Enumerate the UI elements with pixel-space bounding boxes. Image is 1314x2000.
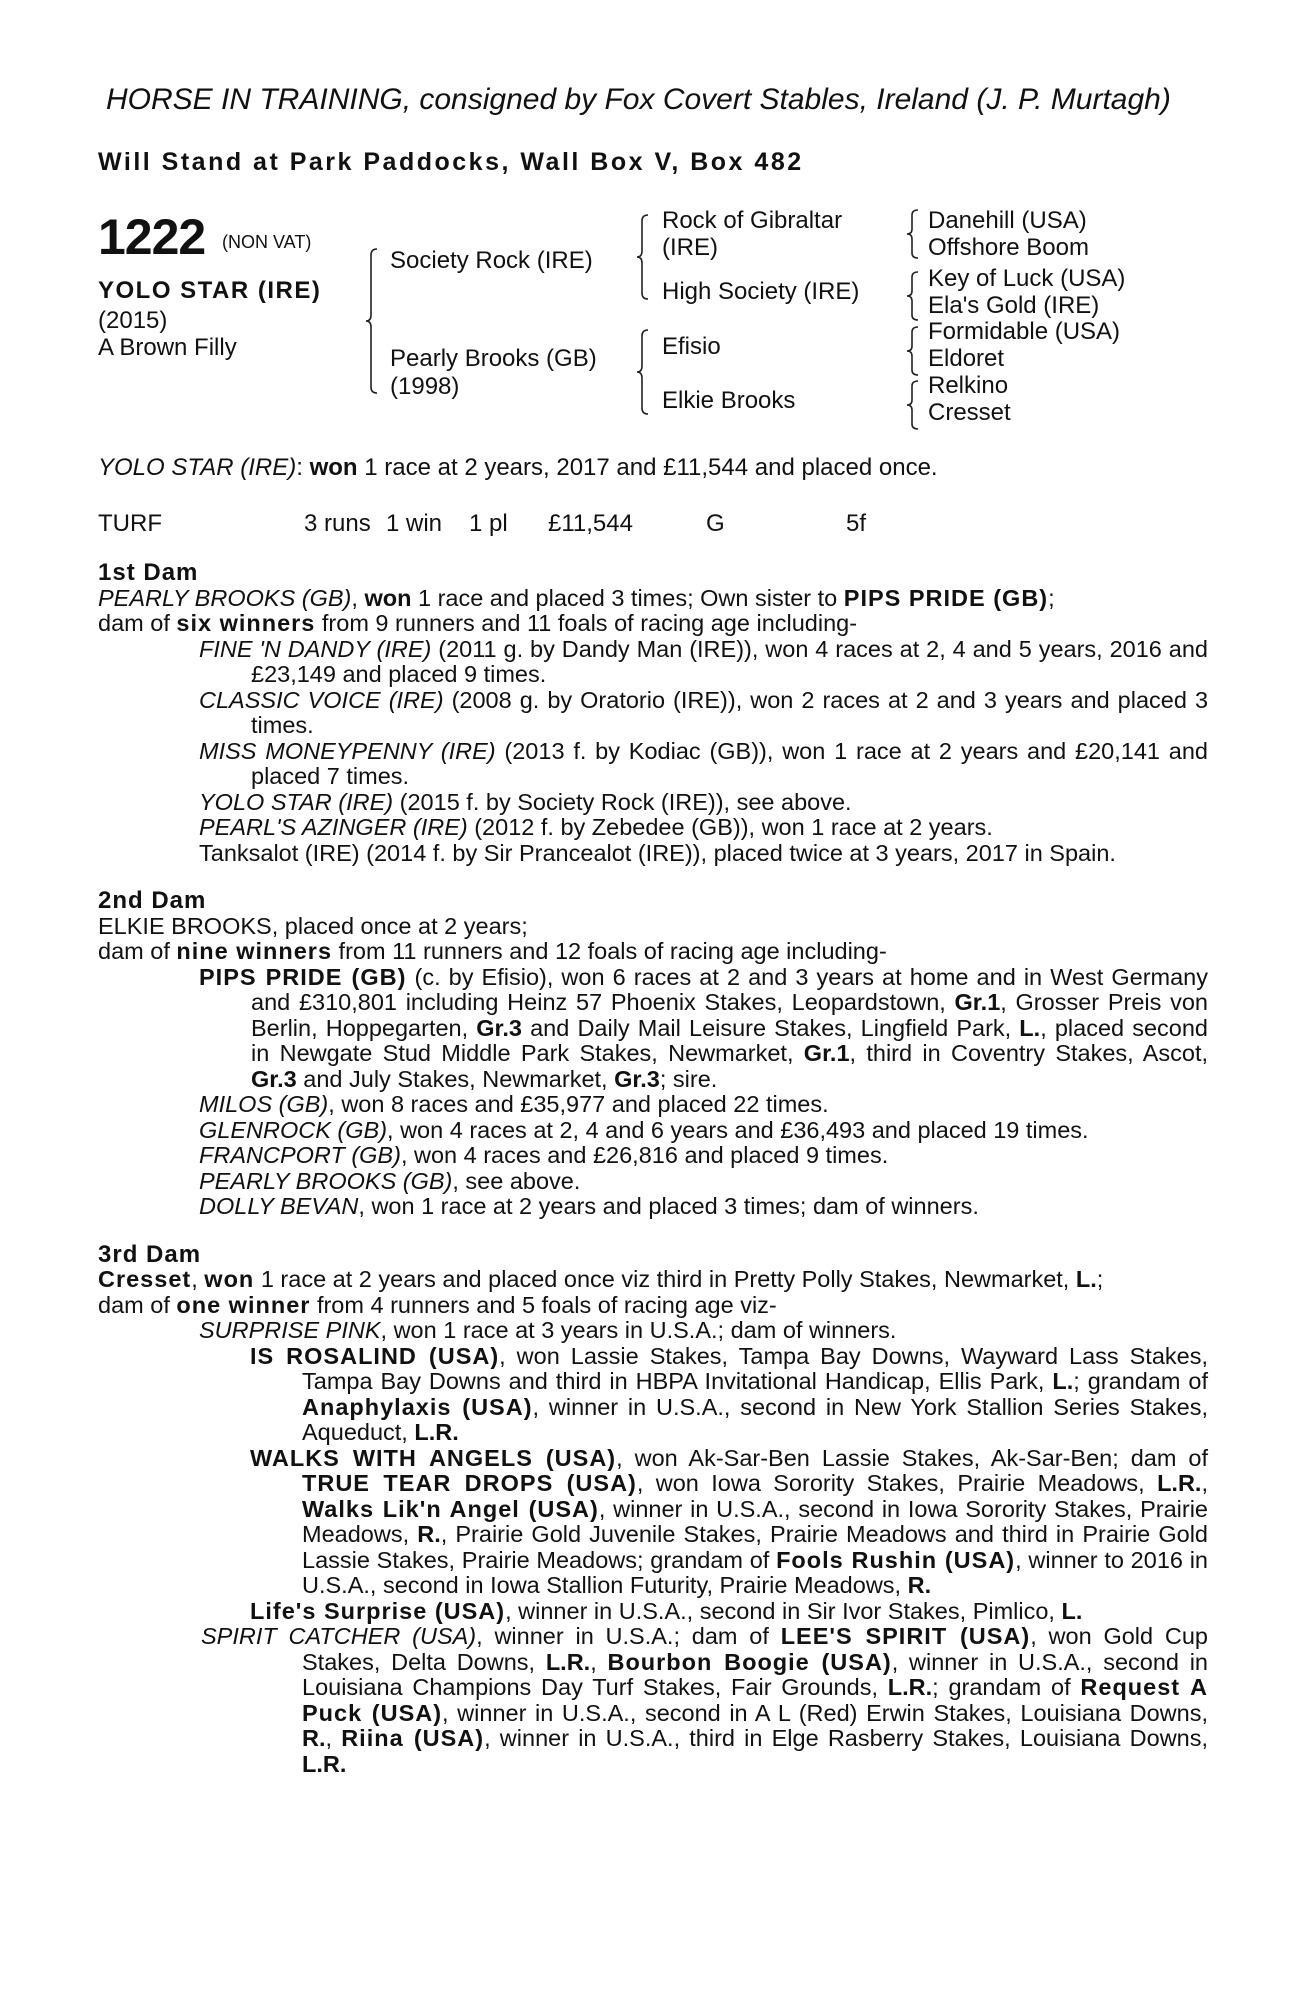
ggd-4: Cresset (928, 399, 1011, 426)
second-dam-line: ELKIE BROOKS, placed once at 2 years; (98, 912, 528, 939)
ggs-2: Key of Luck (USA) (928, 265, 1126, 292)
grandproduce-entry: Life's Surprise (USA), winner in U.S.A., second in Sir Ivor Stakes, Pimlico, L. (250, 1597, 1083, 1624)
pedigree-brace-main (365, 247, 379, 395)
ggd-1: Offshore Boom (928, 234, 1089, 261)
vat-status: (NON VAT) (222, 232, 312, 252)
produce-entry: DOLLY BEVAN, won 1 race at 2 years and placed 3 times; dam of winners. (199, 1193, 979, 1219)
third-dam-produce: dam of one winner from 4 runners and 5 foals of racing age viz- (98, 1291, 777, 1318)
produce-entry: GLENROCK (GB), won 4 races at 2, 4 and 6 years and £36,493 and placed 19 times. (199, 1116, 1089, 1143)
sire-dam: High Society (IRE) (662, 278, 860, 305)
second-dam-produce: dam of nine winners from 11 runners and 12 foals of racing age including- (98, 938, 887, 964)
first-dam-produce: dam of six winners from 9 runners and 11 foals of racing age including- (98, 610, 858, 636)
produce-entry: FINE 'N DANDY (IRE) (2011 g. by Dandy Man (IRE)), won 4 races at 2, 4 and 5 years, 2016 and £23,149 and placed 9 times. (199, 635, 1208, 687)
grandproduce-entry: IS ROSALIND (USA), won Lassie Stakes, Tampa Bay Downs, Wayward Lass Stakes, Tampa Bay Downs and third in HBPA Invitational Handicap, Ellis Park, L.; grandam of Anaphylaxis (USA), winner in U.S.A., second in New York Stallion Series Stakes, Aqueduct, L.R. (250, 1342, 1209, 1445)
sire-sire-country: (IRE) (662, 234, 718, 261)
turf-earnings: £11,544 (548, 510, 633, 537)
lot-number: 1222 (98, 209, 206, 265)
produce-entry: SPIRIT CATCHER (USA), winner in U.S.A.; dam of LEE'S SPIRIT (USA), won Gold Cup Stakes, Delta Downs, L.R., Bourbon Boogie (USA), winner in U.S.A., second in Louisiana Champions Day Turf Stakes, Fair Grounds, L.R.; grandam of Request A Puck (USA), winner in U.S.A., second in A L (Red) Erwin Stakes, Louisiana Downs, R., Riina (USA), winner in U.S.A., third in Elge Rasberry Stakes, Louisiana Downs, L.R. (201, 1623, 1209, 1777)
dam-year: (1998) (390, 373, 460, 400)
turf-wins: 1 win (386, 510, 443, 537)
produce-record (98, 560, 1208, 1777)
ggd-3: Eldoret (928, 345, 1005, 372)
produce-entry: PEARLY BROOKS (GB), see above. (199, 1167, 581, 1194)
ggd-2: Ela's Gold (IRE) (928, 292, 1100, 319)
produce-entry: MILOS (GB), won 8 races and £35,977 and placed 22 times. (199, 1091, 829, 1117)
second-dam-heading: 2nd Dam (98, 887, 207, 914)
produce-entry: MISS MONEYPENNY (IRE) (2013 f. by Kodiac (GB)), won 1 race at 2 years and £20,141 and placed 7 times. (199, 737, 1209, 789)
produce-entry: FRANCPORT (GB), won 4 races and £26,816 and placed 9 times. (199, 1142, 889, 1168)
ggs-4: Relkino (928, 372, 1009, 399)
produce-entry: CLASSIC VOICE (IRE) (2008 g. by Oratorio (IRE)), won 2 races at 2 and 3 years and placed 3 times. (199, 686, 1209, 738)
foaling-year: (2015) (98, 307, 168, 334)
produce-entry: YOLO STAR (IRE) (2015 f. by Society Rock (IRE)), see above. (199, 788, 852, 815)
ggs-3: Formidable (USA) (928, 318, 1121, 345)
pedigree-brace-dam (636, 328, 650, 416)
pedigree-brace-gs1 (906, 208, 920, 260)
dam-sire: Efisio (662, 333, 721, 360)
pedigree-brace-gs2 (906, 270, 920, 322)
turf-surface: TURF (98, 510, 162, 537)
grandproduce-entry: WALKS WITH ANGELS (USA), won Ak-Sar-Ben Lassie Stakes, Ak-Sar-Ben; dam of TRUE TEAR DROPS (USA), won Iowa Sorority Stakes, Prairie Meadows, L.R., Walks Lik'n Angel (USA), winner in U.S.A., second in Iowa Sorority Stakes, Prairie Meadows, R., Prairie Gold Juvenile Stakes, Prairie Meadows and third in Prairie Gold Lassie Stakes, Prairie Meadows; grandam of Fools Rushin (USA), winner to 2016 in U.S.A., second in Iowa Stallion Futurity, Prairie Meadows, R. (250, 1444, 1209, 1598)
turf-runs: 3 runs (304, 510, 371, 537)
first-dam-heading: 1st Dam (98, 559, 199, 586)
first-dam-line: PEARLY BROOKS (GB), won 1 race and placed 3 times; Own sister to PIPS PRIDE (GB); (98, 584, 1055, 611)
consignment-heading: HORSE IN TRAINING, consigned by Fox Covert Stables, Ireland (J. P. Murtagh) (106, 83, 1171, 116)
stand-location: Will Stand at Park Paddocks, Wall Box V, Box 482 (98, 148, 804, 176)
dam: Pearly Brooks (GB) (390, 345, 597, 372)
pedigree-brace-gs4 (906, 379, 920, 431)
third-dam-line: Cresset, won 1 race at 2 years and placed once viz third in Pretty Polly Stakes, Newmarket, L.; (98, 1266, 1104, 1292)
turf-record (0, 510, 1314, 540)
race-summary: YOLO STAR (IRE): won 1 race at 2 years, 2017 and £11,544 and placed once. (98, 454, 938, 481)
dam-dam: Elkie Brooks (662, 387, 796, 414)
produce-entry-pips-pride: PIPS PRIDE (GB) (c. by Efisio), won 6 races at 2 and 3 years at home and in West Germany and £310,801 including Heinz 57 Phoenix Stakes, Leopardstown, Gr.1, Grosser Preis von Berlin, Hoppegarten, Gr.3 and Daily Mail Leisure Stakes, Lingfield Park, L., placed second in Newgate Stud Middle Park Stakes, Newmarket, Gr.1, third in Coventry Stakes, Ascot, Gr.3 and July Stakes, Newmarket, Gr.3; sire. (199, 963, 1208, 1092)
turf-distance: 5f (846, 510, 867, 537)
horse-description: A Brown Filly (98, 334, 237, 361)
produce-entry: SURPRISE PINK, won 1 race at 3 years in U.S.A.; dam of winners. (199, 1317, 897, 1343)
sire: Society Rock (IRE) (390, 247, 593, 274)
ggs-1: Danehill (USA) (928, 207, 1087, 234)
sire-sire: Rock of Gibraltar (662, 207, 843, 234)
pedigree-brace-gs3 (906, 325, 920, 377)
pedigree-brace-sire (636, 213, 650, 301)
third-dam-heading: 3rd Dam (98, 1240, 202, 1268)
turf-places: 1 pl (469, 510, 508, 537)
turf-going: G (706, 510, 725, 537)
produce-entry: PEARL'S AZINGER (IRE) (2012 f. by Zebedee (GB)), won 1 race at 2 years. (199, 814, 993, 840)
horse-name: YOLO STAR (IRE) (98, 277, 322, 304)
produce-entry: Tanksalot (IRE) (2014 f. by Sir Prancealot (IRE)), placed twice at 3 years, 2017 in Spain. (199, 839, 1116, 866)
